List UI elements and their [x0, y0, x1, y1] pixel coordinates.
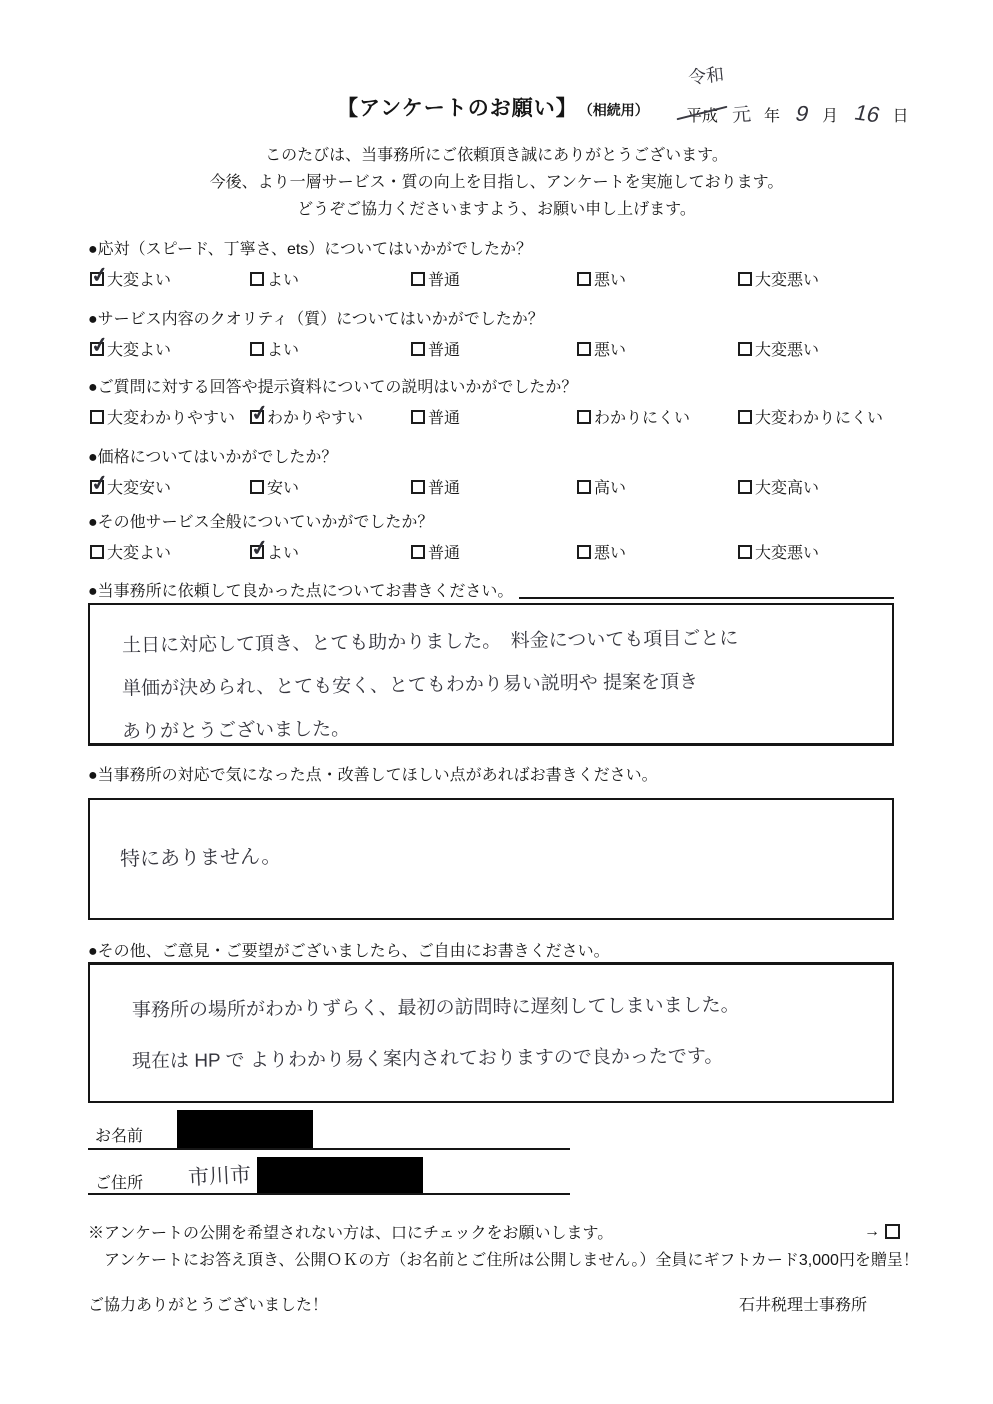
option-label: 大変よい	[107, 272, 172, 289]
page-subtitle: （相続用）	[585, 102, 649, 118]
question-prompt: ●当事務所に依頼して良かった点についてお書きください。	[88, 583, 514, 600]
intro-line-3: どうぞご協力くださいますよう、お願い申し上げます。	[297, 201, 696, 218]
checkbox[interactable]	[250, 545, 264, 559]
option[interactable]	[411, 475, 460, 498]
checkbox[interactable]	[250, 480, 264, 494]
month-value-handwritten: 9	[793, 100, 813, 127]
option-label: よい	[267, 545, 300, 562]
address-redaction-box	[257, 1157, 423, 1193]
heading-rule	[519, 597, 894, 599]
handwritten-line: ありがとうございました。	[121, 718, 351, 743]
era-reiwa-handwritten: 令和	[687, 64, 726, 88]
option[interactable]	[738, 405, 883, 428]
year-unit: 年	[763, 108, 780, 125]
option-label: 安い	[267, 480, 300, 497]
checkbox[interactable]	[90, 545, 104, 559]
option[interactable]	[577, 540, 626, 563]
option-label: 大変よい	[107, 342, 172, 359]
question-service-quality	[88, 306, 910, 361]
checkbox[interactable]	[411, 342, 425, 356]
name-field-label: お名前	[95, 1128, 144, 1145]
handwritten-line: 事務所の場所がわかりずらく、最初の訪問時に遅刻してしまいました。	[131, 994, 740, 1022]
option[interactable]	[411, 337, 460, 360]
day-value-handwritten: 16	[851, 99, 883, 128]
question-prompt: ●その他サービス全般についていかがでしたか？	[88, 514, 434, 531]
option-label: 大変悪い	[755, 342, 820, 359]
free-question-other-comments	[88, 938, 894, 961]
option[interactable]	[250, 540, 299, 563]
checkbox[interactable]	[411, 410, 425, 424]
free-question-improvements	[88, 762, 894, 785]
option-label: 大変悪い	[755, 545, 820, 562]
option-label: わかりにくい	[594, 410, 691, 427]
gift-card-note: アンケートにお答え頂き、公開ＯＫの方（お名前とご住所は公開しません。）全員にギフトカード3,000円を贈呈！	[104, 1252, 919, 1269]
options-row	[88, 475, 910, 499]
address-field-label: ご住所	[95, 1175, 144, 1192]
option-label: 普通	[428, 545, 461, 562]
question-overall	[88, 509, 910, 564]
option-label: 大変高い	[755, 480, 820, 497]
option[interactable]	[738, 475, 819, 498]
checkbox[interactable]	[411, 545, 425, 559]
option[interactable]	[577, 267, 626, 290]
question-prompt: ●応対（スピード、丁寧さ、ets）についてはいかがでしたか？	[88, 241, 532, 258]
option[interactable]	[90, 337, 171, 360]
checkbox[interactable]	[738, 545, 752, 559]
option-label: よい	[267, 272, 300, 289]
option[interactable]	[90, 540, 171, 563]
answer-box-other-comments[interactable]	[88, 962, 894, 1103]
option-label: 大変わかりにくい	[755, 410, 884, 427]
name-redaction-box	[177, 1110, 313, 1148]
checkbox[interactable]	[738, 480, 752, 494]
name-field-underline[interactable]	[88, 1148, 570, 1150]
option[interactable]	[90, 267, 171, 290]
era-heisei-label: 平成	[686, 108, 719, 125]
option-label: 大変安い	[107, 480, 172, 497]
option[interactable]	[577, 405, 690, 428]
year-value-handwritten: 元	[731, 104, 753, 127]
options-row	[88, 405, 910, 429]
thanks-message: ご協力ありがとうございました！	[88, 1297, 329, 1314]
option[interactable]	[250, 405, 363, 428]
option[interactable]	[411, 267, 460, 290]
intro-line-1: このたびは、当事務所にご依頼頂き誠にありがとうございます。	[265, 147, 728, 164]
checkbox[interactable]	[738, 342, 752, 356]
arrow-right-icon: →	[864, 1222, 880, 1240]
handwritten-line: 土日に対応して頂き、とても助かりました。 料金についても項目ごとに	[121, 628, 739, 657]
option[interactable]	[250, 475, 299, 498]
handwritten-line: 単価が決められ、とても安く、とてもわかり易い説明や 提案を頂き	[121, 671, 699, 700]
checkbox[interactable]	[411, 480, 425, 494]
option-label: よい	[267, 342, 300, 359]
answer-box-good-points[interactable]	[88, 603, 894, 746]
address-field-underline[interactable]	[88, 1193, 570, 1195]
option[interactable]	[411, 540, 460, 563]
option[interactable]	[738, 267, 819, 290]
checkbox[interactable]	[577, 272, 591, 286]
option[interactable]	[250, 337, 299, 360]
checkbox[interactable]	[90, 272, 104, 286]
question-prompt: ●当事務所の対応で気になった点・改善してほしい点があればお書きください。	[88, 767, 658, 784]
header	[337, 92, 649, 122]
publish-optout-row	[88, 1220, 900, 1243]
option-label: 普通	[428, 480, 461, 497]
office-name: 石井税理士事務所	[739, 1297, 868, 1314]
option-label: 悪い	[594, 342, 627, 359]
checkbox[interactable]	[250, 342, 264, 356]
question-prompt: ●ご質問に対する回答や提示資料についての説明はいかがでしたか？	[88, 379, 578, 396]
options-row	[88, 337, 910, 361]
address-value-handwritten: 市川市	[187, 1163, 252, 1190]
date-block	[686, 64, 909, 128]
question-prompt: ●価格についてはいかがでしたか？	[88, 449, 338, 466]
checkbox[interactable]	[250, 410, 264, 424]
checkbox[interactable]	[577, 545, 591, 559]
question-explanation	[88, 374, 910, 429]
option-label: 大変わかりやすい	[107, 410, 236, 427]
page-title: 【アンケートのお願い】	[337, 97, 578, 120]
question-price	[88, 444, 910, 499]
option-label: 普通	[428, 342, 461, 359]
option-label: わかりやすい	[267, 410, 364, 427]
question-prompt: ●その他、ご意見・ご要望がございましたら、ご自由にお書きください。	[88, 943, 610, 960]
checkbox[interactable]	[411, 272, 425, 286]
checkbox[interactable]	[738, 410, 752, 424]
month-unit: 月	[822, 108, 839, 125]
question-prompt: ●サービス内容のクオリティ（質）についてはいかがでしたか？	[88, 311, 544, 328]
option-label: 高い	[594, 480, 627, 497]
question-response	[88, 236, 910, 291]
option[interactable]	[738, 540, 819, 563]
option[interactable]	[577, 337, 626, 360]
checkbox[interactable]	[577, 410, 591, 424]
option[interactable]	[577, 475, 626, 498]
free-question-good-points	[88, 578, 894, 601]
option-label: 悪い	[594, 545, 627, 562]
checkbox[interactable]	[250, 272, 264, 286]
intro-paragraph	[0, 142, 993, 223]
option[interactable]	[738, 337, 819, 360]
checkbox[interactable]	[90, 480, 104, 494]
day-unit: 日	[892, 108, 909, 125]
answer-box-improvements[interactable]	[88, 798, 894, 920]
option-label: 普通	[428, 272, 461, 289]
checkbox[interactable]	[577, 480, 591, 494]
options-row	[88, 267, 910, 291]
publish-optout-checkbox[interactable]	[885, 1224, 900, 1239]
checkbox[interactable]	[577, 342, 591, 356]
option-label: 悪い	[594, 272, 627, 289]
options-row	[88, 540, 910, 564]
option[interactable]	[411, 405, 460, 428]
option[interactable]	[90, 475, 171, 498]
option[interactable]	[90, 405, 235, 428]
publish-optout-note: ※アンケートの公開を希望されない方は、口にチェックをお願いします。	[88, 1225, 614, 1242]
intro-line-2: 今後、より一層サービス・質の向上を目指し、アンケートを実施しております。	[209, 174, 784, 191]
option-label: 大変悪い	[755, 272, 820, 289]
option[interactable]	[250, 267, 299, 290]
checkbox[interactable]	[738, 272, 752, 286]
checkbox[interactable]	[90, 410, 104, 424]
option-label: 大変よい	[107, 545, 172, 562]
option-label: 普通	[428, 410, 461, 427]
era-heisei-printed	[686, 103, 718, 126]
handwritten-line: 特にありません。	[119, 845, 282, 871]
publish-optout-control	[864, 1223, 900, 1241]
checkbox[interactable]	[90, 342, 104, 356]
handwritten-line: 現在は HP で よりわかり易く案内されておりますので良かったです。	[131, 1046, 724, 1073]
